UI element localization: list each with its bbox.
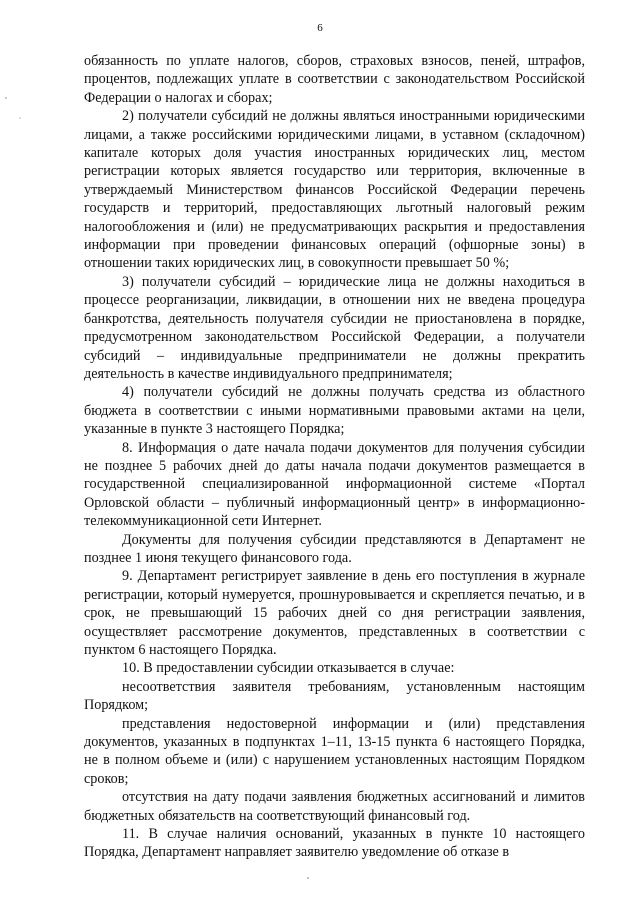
paragraph-clause-11: 11. В случае наличия оснований, указанных в пункте 10 настоящего Порядка, Департамент направляет заявителю уведомление об отказе в (84, 826, 585, 861)
page-number: 6 (317, 22, 323, 34)
paragraph-refusal-reason-3: отсутствия на дату подачи заявления бюджетных ассигнований и лимитов бюджетных обязательств на соответствующий финансовый год. (84, 789, 585, 824)
paragraph-clause-10: 10. В предоставлении субсидии отказывается в случае: (122, 660, 455, 677)
paragraph-refusal-reason-1: несоответствия заявителя требованиям, установленным настоящим Порядком; (84, 678, 585, 714)
paragraph-clause-8: 8. Информация о дате начала подачи документов для получения субсидии не позднее 5 рабочих дней до даты начала подачи документов размещается в государственной специализированной информационной системе «Портал Орловской области – публичный информационный центр» в информационно-телекоммуникационной сети Интернет. (84, 439, 585, 530)
paragraph-item-2: 2) получатели субсидий не должны являться иностранными юридическими лицами, а также российскими юридическими лицами, в уставном (складочном) капитале которых доля участия иностранных юридических лиц, местом регистрации которых является государство или территория, включенные в утверждаемый Министерством финансов Российской Федерации перечень государств и территорий, предоставляющих льготный налоговый режим налогообложения и (или) не предусматривающих раскрытия и предоставления информации при проведении финансовых операций (офшорные зоны) в отношении таких юридических лиц, в совокупности превышает 50 %; (84, 108, 585, 272)
paragraph-clause-9: 9. Департамент регистрирует заявление в день его поступления в журнале регистрации, который нумеруется, прошнуровывается и скрепляется печатью, и в срок, не превышающий 15 рабочих дней со дня регистрации заявления, осуществляет рассмотрение документов, представленных в соответствии с пунктом 6 настоящего Порядка. (84, 568, 585, 658)
paragraph-item-4: 4) получатели субсидий не должны получать средства из областного бюджета в соответствии с иными нормативными правовыми актами на цели, указанные в пункте 3 настоящего Порядка; (84, 384, 585, 438)
paragraph-documents-deadline: Документы для получения субсидии представляются в Департамент не позднее 1 июня текущего финансового года. (84, 531, 585, 566)
paragraph-continuation: обязанность по уплате налогов, сборов, страховых взносов, пеней, штрафов, процентов, подлежащих уплате в соответствии с законодательством Российской Федерации о налогах и сборах; (84, 53, 585, 106)
paragraph-refusal-reason-2: представления недостоверной информации и (или) представления документов, указанных в подпунктах 1–11, 13-15 пункта 6 настоящего Порядка, не в полном объеме и (или) с нарушением установленных настоящим Порядком сроков; (84, 715, 585, 787)
paragraph-item-3: 3) получатели субсидий – юридические лица не должны находиться в процессе реорганизации, ликвидации, в отношении них не введена процедура банкротства, деятельность получателя субсидии не приостановлена в порядке, предусмотренном законодательством Российской Федерации, а получатели субсидий – индивидуальные предприниматели не должны прекратить деятельность в качестве индивидуального предпринимателя; (84, 273, 585, 382)
